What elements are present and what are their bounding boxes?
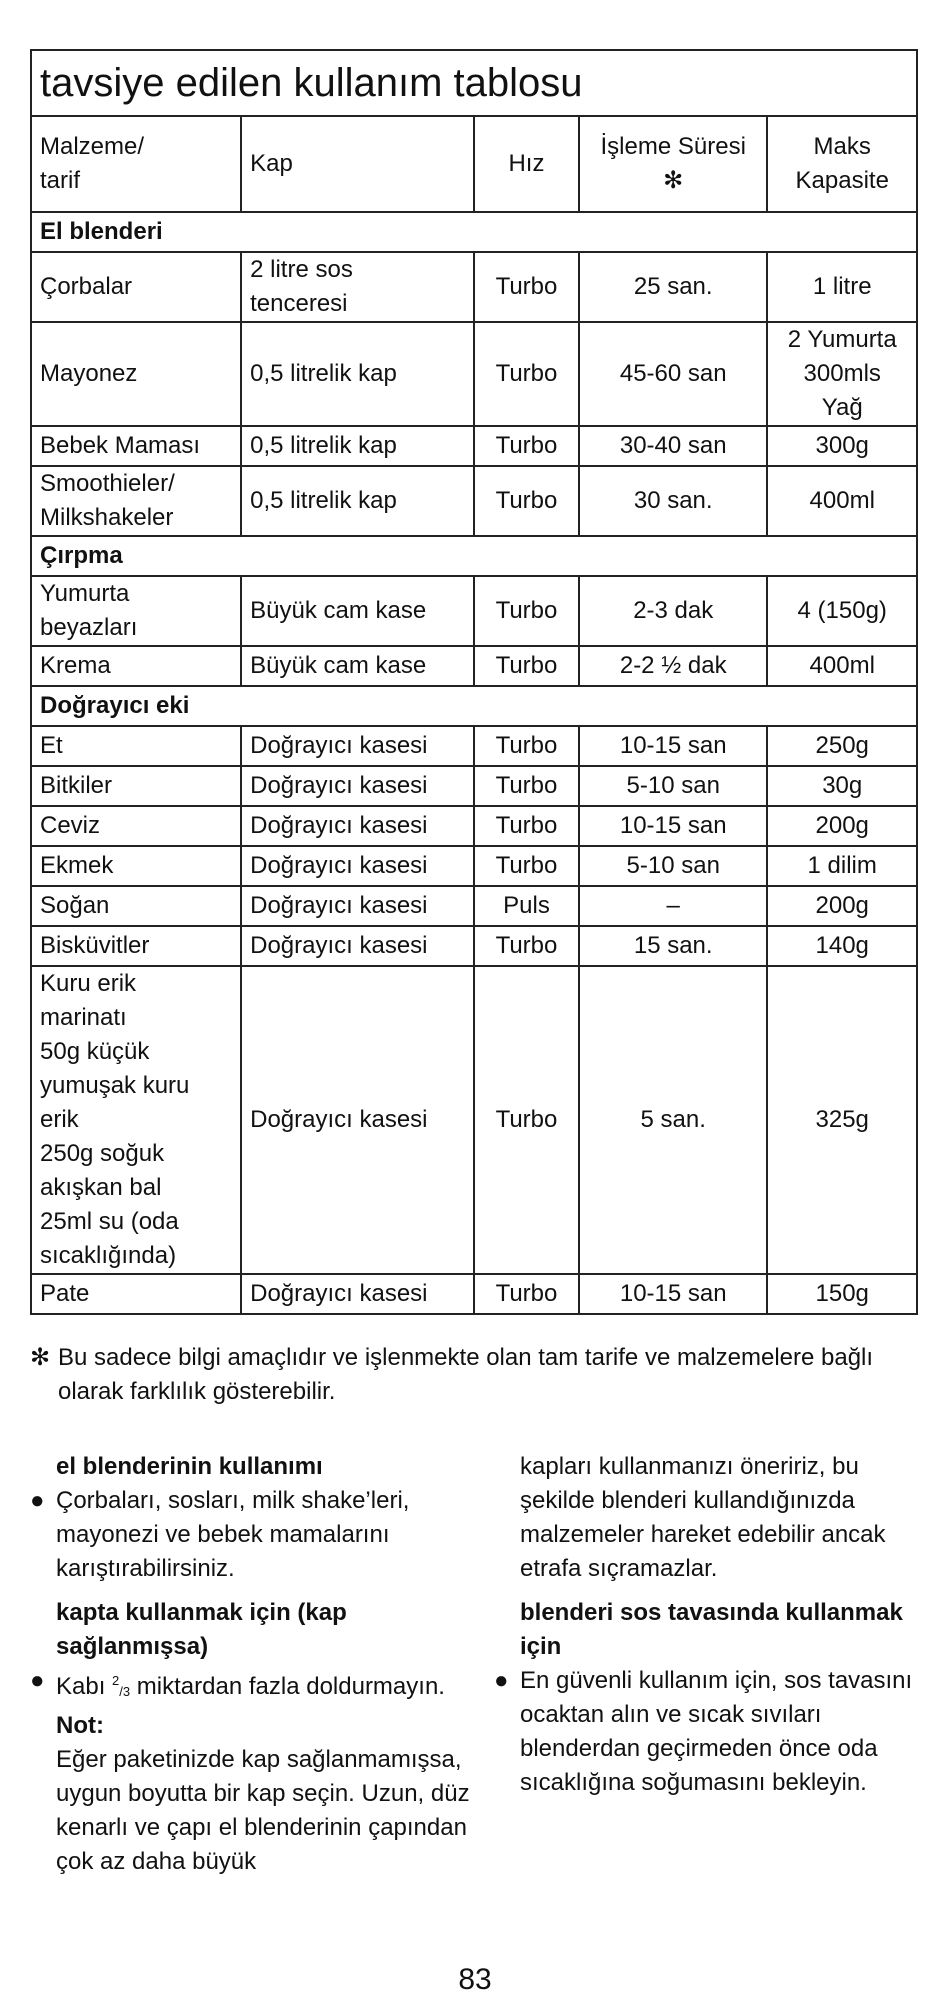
speed-cell: Turbo [474,1274,579,1314]
container-cell-line: Doğrayıcı kasesi [250,772,428,799]
table-row [31,846,917,886]
ingredient-cell-line: Bebek Maması [40,432,201,459]
time-cell: 10-15 san [579,726,767,766]
container-cell-line: Doğrayıcı kasesi [250,732,428,759]
text-fragment: miktardan fazla doldurmayın. [130,1673,445,1700]
max-cell-line: 400ml [809,652,875,679]
container-cell-line: 0,5 litrelik kap [250,360,397,387]
max-cell [767,1274,917,1314]
time-cell: 2-2 ½ dak [579,646,767,686]
container-cell [241,806,474,846]
max-cell-line: 1 dilim [807,852,877,879]
list-item-text: En güvenli kullanım için, sos tavasını ocaktan alın ve sıcak sıvıları blenderdan geçirmeden önce oda sıcaklığına soğumasını bekleyin. [520,1667,913,1796]
fraction-separator: / [119,1684,123,1699]
max-cell-line: 200g [815,892,869,919]
ingredient-cell-line: Çorbalar [40,273,133,300]
table-row [31,426,917,466]
max-cell-line: 30g [822,772,863,799]
ingredient-cell [31,1274,241,1314]
asterisk-icon: ✻ [663,167,684,194]
container-cell [241,466,474,536]
section-heading: blenderi sos tavasında kullanmak için [520,1599,903,1660]
header-ingredient-line2: tarif [40,167,81,194]
table-row [31,576,917,646]
container-cell [241,846,474,886]
container-cell-line: Doğrayıcı kasesi [250,932,428,959]
ingredient-cell [31,426,241,466]
container-cell [241,576,474,646]
fraction-numerator: 2 [112,1673,120,1688]
ingredient-cell [31,252,241,322]
table-row [31,1274,917,1314]
section-header-row [31,212,917,252]
max-cell [767,886,917,926]
table-row [31,466,917,536]
max-cell-line: 250g [815,732,869,759]
container-cell [241,726,474,766]
header-time-label: İşleme Süresi [600,133,746,160]
ingredient-cell-line: Bisküvitler [40,932,150,959]
max-cell [767,806,917,846]
ingredient-cell-line: sıcaklığında) [40,1242,177,1269]
ingredient-cell [31,576,241,646]
section-header: El blenderi [31,212,917,252]
table-row [31,766,917,806]
header-container: Kap [241,116,474,212]
section-header: Doğrayıcı eki [31,686,917,726]
container-cell-line: Doğrayıcı kasesi [250,1106,428,1133]
bullet-icon: ● [30,1487,45,1514]
table-row [31,926,917,966]
header-ingredient [31,116,241,212]
container-cell [241,886,474,926]
speed-cell: Turbo [474,576,579,646]
ingredient-cell-line: Pate [40,1280,90,1307]
table-title: tavsiye edilen kullanım tablosu [31,50,917,116]
time-cell: 45-60 san [579,322,767,426]
table-row [31,646,917,686]
container-cell [241,646,474,686]
ingredient-cell [31,806,241,846]
max-cell-line: 325g [815,1106,869,1133]
container-cell-line: Doğrayıcı kasesi [250,892,428,919]
max-cell-line: 2 Yumurta [787,326,897,353]
speed-cell: Turbo [474,966,579,1274]
section-heading: el blenderinin kullanımı [56,1453,323,1480]
list-item-text [56,1664,470,1709]
speed-cell: Turbo [474,926,579,966]
time-cell: 2-3 dak [579,576,767,646]
section-heading: kapta kullanmak için (kap sağlanmışsa) [56,1599,347,1660]
ingredient-cell-line: erik [40,1106,79,1133]
header-max [767,116,917,212]
ingredient-cell-line: Et [40,732,63,759]
bullet-icon: ● [494,1667,509,1694]
max-cell-line: 140g [815,932,869,959]
time-cell: 30-40 san [579,426,767,466]
usage-table [30,49,918,1315]
max-cell [767,426,917,466]
container-cell-line: Doğrayıcı kasesi [250,1280,428,1307]
time-cell: 25 san. [579,252,767,322]
time-cell: 10-15 san [579,1274,767,1314]
max-cell-line: 300g [815,432,869,459]
time-cell: 10-15 san [579,806,767,846]
container-cell-line: Doğrayıcı kasesi [250,812,428,839]
max-cell [767,322,917,426]
speed-cell: Turbo [474,322,579,426]
ingredient-cell-line: Ekmek [40,852,114,879]
section-header-row [31,536,917,576]
left-column [30,1450,470,1879]
max-cell [767,726,917,766]
table-row [31,322,917,426]
speed-cell: Turbo [474,726,579,766]
container-cell [241,252,474,322]
max-cell [767,252,917,322]
table-row [31,806,917,846]
table-row [31,726,917,766]
container-cell-line: 0,5 litrelik kap [250,487,397,514]
container-cell-line: Doğrayıcı kasesi [250,852,428,879]
ingredient-cell-line: marinatı [40,1004,127,1031]
container-cell [241,322,474,426]
max-cell [767,846,917,886]
note-label: Not: [56,1712,104,1739]
container-cell-line: Büyük cam kase [250,597,427,624]
speed-cell: Turbo [474,466,579,536]
max-cell [767,576,917,646]
ingredient-cell [31,466,241,536]
speed-cell: Turbo [474,846,579,886]
ingredient-cell-line: 50g küçük [40,1038,150,1065]
list-item [30,1664,470,1879]
table-body [31,212,917,1314]
time-cell: 15 san. [579,926,767,966]
speed-cell: Turbo [474,646,579,686]
ingredient-cell-line: Smoothieler/ [40,470,175,497]
max-cell [767,646,917,686]
max-cell-line: 1 litre [812,273,872,300]
header-speed: Hız [474,116,579,212]
bullet-icon: ● [30,1667,45,1694]
max-cell-line: Yağ [821,394,863,421]
ingredient-cell [31,766,241,806]
max-cell-line: 400ml [809,487,875,514]
right-column [494,1450,934,1800]
footnote-text: Bu sadece bilgi amaçlıdır ve işlenmekte olan tam tarife ve malzemelere bağlı olarak farklılık gösterebilir. [58,1344,874,1405]
speed-cell: Turbo [474,252,579,322]
table-row [31,886,917,926]
container-cell-line: 0,5 litrelik kap [250,432,397,459]
speed-cell: Turbo [474,766,579,806]
ingredient-cell [31,322,241,426]
header-time [579,116,767,212]
max-cell-line: 300mls [803,360,881,387]
container-cell-line: 2 litre sos [250,256,353,283]
time-cell: 5-10 san [579,766,767,806]
time-cell: – [579,886,767,926]
speed-cell: Turbo [474,426,579,466]
ingredient-cell [31,646,241,686]
fraction-denominator: 3 [122,1684,131,1699]
ingredient-cell-line: Milkshakeler [40,504,174,531]
text-fragment: Kabı [56,1673,113,1700]
ingredient-cell [31,726,241,766]
container-cell [241,1274,474,1314]
asterisk-icon: ✻ [30,1344,51,1371]
footnote [30,1341,920,1409]
ingredient-cell-line: 250g soğuk [40,1140,165,1167]
continued-text: kapları kullanmanızı öneririz, bu şekilde blenderi kullandığınızda malzemeler hareket edebilir ancak etrafa sıçramazlar. [520,1453,886,1582]
container-cell [241,966,474,1274]
max-cell [767,966,917,1274]
ingredient-cell-line: Yumurta [40,580,130,607]
page-number: 83 [458,1963,492,1996]
max-cell-line: 150g [815,1280,869,1307]
section-header: Çırpma [31,536,917,576]
max-cell [767,466,917,536]
time-cell: 5 san. [579,966,767,1274]
ingredient-cell-line: Soğan [40,892,110,919]
note-text: Eğer paketinizde kap sağlanmamışsa, uygun boyutta bir kap seçin. Uzun, düz kenarlı ve çapı el blenderinin çapından çok az daha büyük [56,1746,470,1875]
max-cell [767,766,917,806]
ingredient-cell-line: Ceviz [40,812,101,839]
list-item [30,1484,470,1586]
time-cell: 5-10 san [579,846,767,886]
table-row [31,966,917,1274]
ingredient-cell [31,846,241,886]
ingredient-cell-line: Mayonez [40,360,138,387]
list-item-text: Çorbaları, sosları, milk shake’leri, mayonezi ve bebek mamalarını karıştırabilirsiniz. [56,1487,410,1582]
ingredient-cell-line: beyazları [40,614,138,641]
header-max-line1: Maks [813,133,871,160]
ingredient-cell-line: Krema [40,652,111,679]
container-cell-line: tenceresi [250,290,348,317]
ingredient-cell-line: Kuru erik [40,970,137,997]
header-max-line2: Kapasite [795,167,889,194]
list-item [494,1664,934,1800]
table-row [31,252,917,322]
container-cell [241,926,474,966]
max-cell [767,926,917,966]
ingredient-cell [31,966,241,1274]
max-cell-line: 4 (150g) [797,597,887,624]
time-cell: 30 san. [579,466,767,536]
speed-cell: Turbo [474,806,579,846]
ingredient-cell-line: Bitkiler [40,772,113,799]
ingredient-cell [31,926,241,966]
ingredient-cell-line: akışkan bal [40,1174,162,1201]
ingredient-cell-line: 25ml su (oda [40,1208,179,1235]
max-cell-line: 200g [815,812,869,839]
container-cell-line: Büyük cam kase [250,652,427,679]
container-cell [241,766,474,806]
speed-cell: Puls [474,886,579,926]
container-cell [241,426,474,466]
ingredient-cell [31,886,241,926]
header-ingredient-line1: Malzeme/ [40,133,145,160]
ingredient-cell-line: yumuşak kuru [40,1072,190,1099]
section-header-row [31,686,917,726]
